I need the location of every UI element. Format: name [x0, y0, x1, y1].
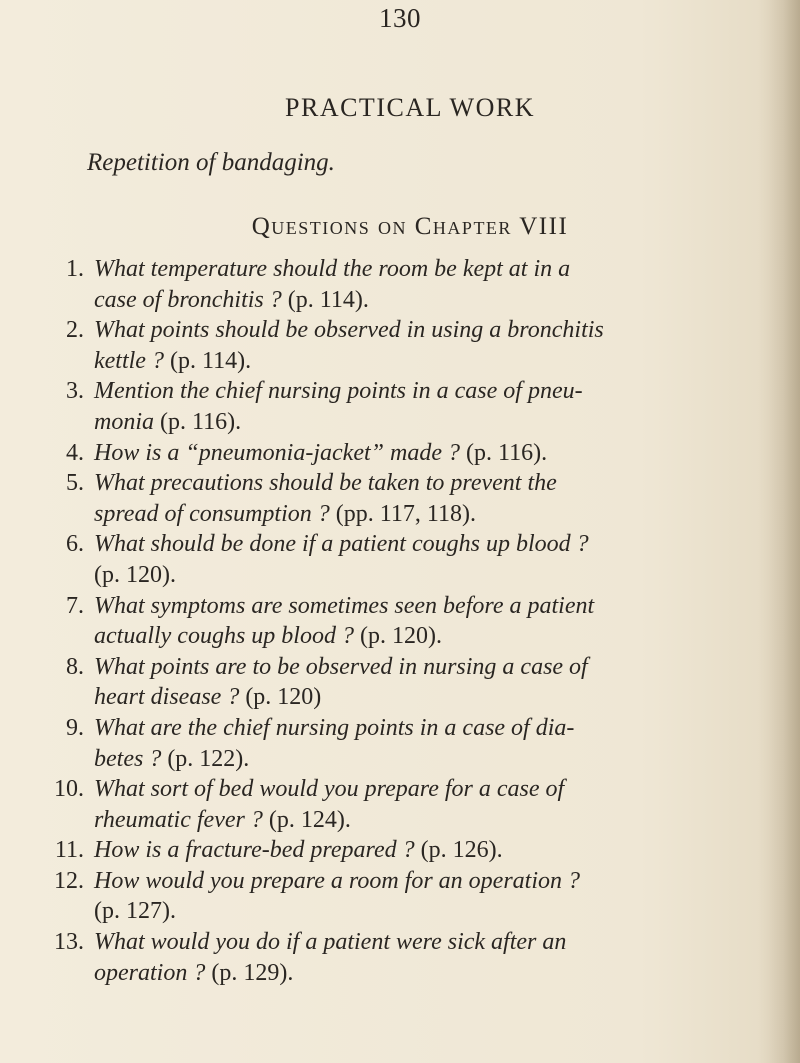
- question-line: [94, 621, 780, 652]
- question-item: [40, 927, 780, 988]
- question-item: [40, 529, 780, 590]
- question-item: [40, 835, 780, 866]
- question-text: case of bronchitis ?: [94, 286, 282, 313]
- question-line: [94, 254, 780, 285]
- question-number: 4.: [66, 439, 84, 466]
- question-line: [94, 744, 780, 775]
- page-reference: (p. 120): [239, 684, 322, 711]
- question-text: rheumatic fever ?: [94, 806, 263, 833]
- question-text: Mention the chief nursing points in a case of pneu-: [94, 378, 583, 405]
- question-number: 1.: [66, 256, 84, 282]
- page-reference: (p. 127).: [94, 898, 176, 925]
- question-line: [94, 835, 780, 866]
- question-line: [94, 927, 780, 958]
- question-text: operation ?: [94, 959, 206, 986]
- question-text: What are the chief nursing points in a case of dia-: [94, 714, 575, 741]
- question-text: What would you do if a patient were sick after an: [94, 929, 567, 956]
- question-text: What points should be observed in using a bronchitis: [94, 317, 604, 344]
- question-line: [94, 896, 780, 927]
- question-text: What sort of bed would you prepare for a case of: [94, 776, 565, 803]
- question-number: 9.: [66, 714, 84, 741]
- page-reference: (p. 124).: [262, 806, 351, 833]
- question-text: heart disease ?: [94, 684, 240, 711]
- page-reference: (p. 116).: [154, 408, 242, 435]
- question-text: What symptoms are sometimes seen before a patient: [94, 592, 595, 619]
- page-reference: (p. 126).: [414, 837, 503, 864]
- question-line: [94, 468, 780, 499]
- page-reference: (p. 120).: [94, 561, 176, 588]
- page-reference: (p. 120).: [353, 623, 442, 650]
- question-line: [94, 958, 780, 989]
- question-item: [40, 315, 780, 376]
- question-line: [94, 407, 780, 438]
- question-item: [40, 866, 780, 927]
- question-number: 7.: [66, 592, 84, 619]
- question-line: [94, 499, 780, 530]
- page-reference: (p. 129).: [205, 959, 294, 986]
- question-item: [40, 254, 780, 315]
- question-number: 11.: [54, 837, 84, 864]
- question-line: [94, 866, 780, 897]
- question-line: [94, 591, 780, 622]
- question-text: actually coughs up blood ?: [94, 623, 354, 650]
- page-reference: (pp. 117, 118).: [329, 500, 476, 527]
- question-number: 3.: [66, 378, 84, 405]
- question-text: spread of consumption ?: [94, 500, 330, 527]
- page-reference: (p. 116).: [459, 439, 548, 466]
- question-line: [94, 529, 780, 560]
- question-text: How would you prepare a room for an operation ?: [94, 867, 580, 894]
- question-line: [94, 346, 780, 377]
- question-line: [94, 713, 780, 744]
- question-number: 13.: [54, 929, 84, 956]
- question-line: [94, 774, 780, 805]
- question-item: [40, 376, 780, 437]
- question-line: [94, 315, 780, 346]
- page-reference: (p. 114).: [163, 347, 252, 374]
- question-line: [94, 376, 780, 407]
- question-text: betes ?: [94, 745, 162, 772]
- page-reference: (p. 114).: [281, 286, 369, 313]
- page-number: 130: [379, 3, 421, 33]
- question-text: What precautions should be taken to prevent the: [94, 470, 557, 497]
- question-item: [40, 591, 780, 652]
- running-head: PRACTICAL WORK: [285, 93, 535, 122]
- question-item: [40, 774, 780, 835]
- question-list: [40, 254, 780, 988]
- question-text: How is a “pneumonia-jacket” made ?: [94, 439, 460, 466]
- question-text: How is a fracture-bed prepared ?: [94, 837, 415, 864]
- question-number: 8.: [66, 653, 84, 680]
- question-line: [94, 560, 780, 591]
- question-number: 2.: [66, 317, 84, 344]
- question-item: [40, 438, 780, 469]
- question-number: 5.: [66, 470, 84, 497]
- question-line: [94, 682, 780, 713]
- question-item: [40, 652, 780, 713]
- subheading: Repetition of bandaging.: [87, 149, 335, 176]
- question-text: What should be done if a patient coughs up blood ?: [94, 531, 589, 558]
- question-number: 12.: [54, 867, 84, 894]
- question-line: [94, 438, 780, 469]
- question-text: monia: [94, 408, 154, 435]
- question-number: 10.: [54, 776, 84, 803]
- question-line: [94, 805, 780, 836]
- chapter-title: Questions on Chapter VIII: [251, 213, 569, 240]
- question-text: kettle ?: [94, 347, 164, 374]
- question-text: What points are to be observed in nursing a case of: [94, 653, 588, 680]
- question-number: 6.: [66, 531, 84, 558]
- question-line: [94, 285, 780, 316]
- question-item: [40, 468, 780, 529]
- question-line: [94, 652, 780, 683]
- page-reference: (p. 122).: [161, 745, 250, 772]
- question-item: [40, 713, 780, 774]
- question-text: What temperature should the room be kept at in a: [94, 256, 571, 282]
